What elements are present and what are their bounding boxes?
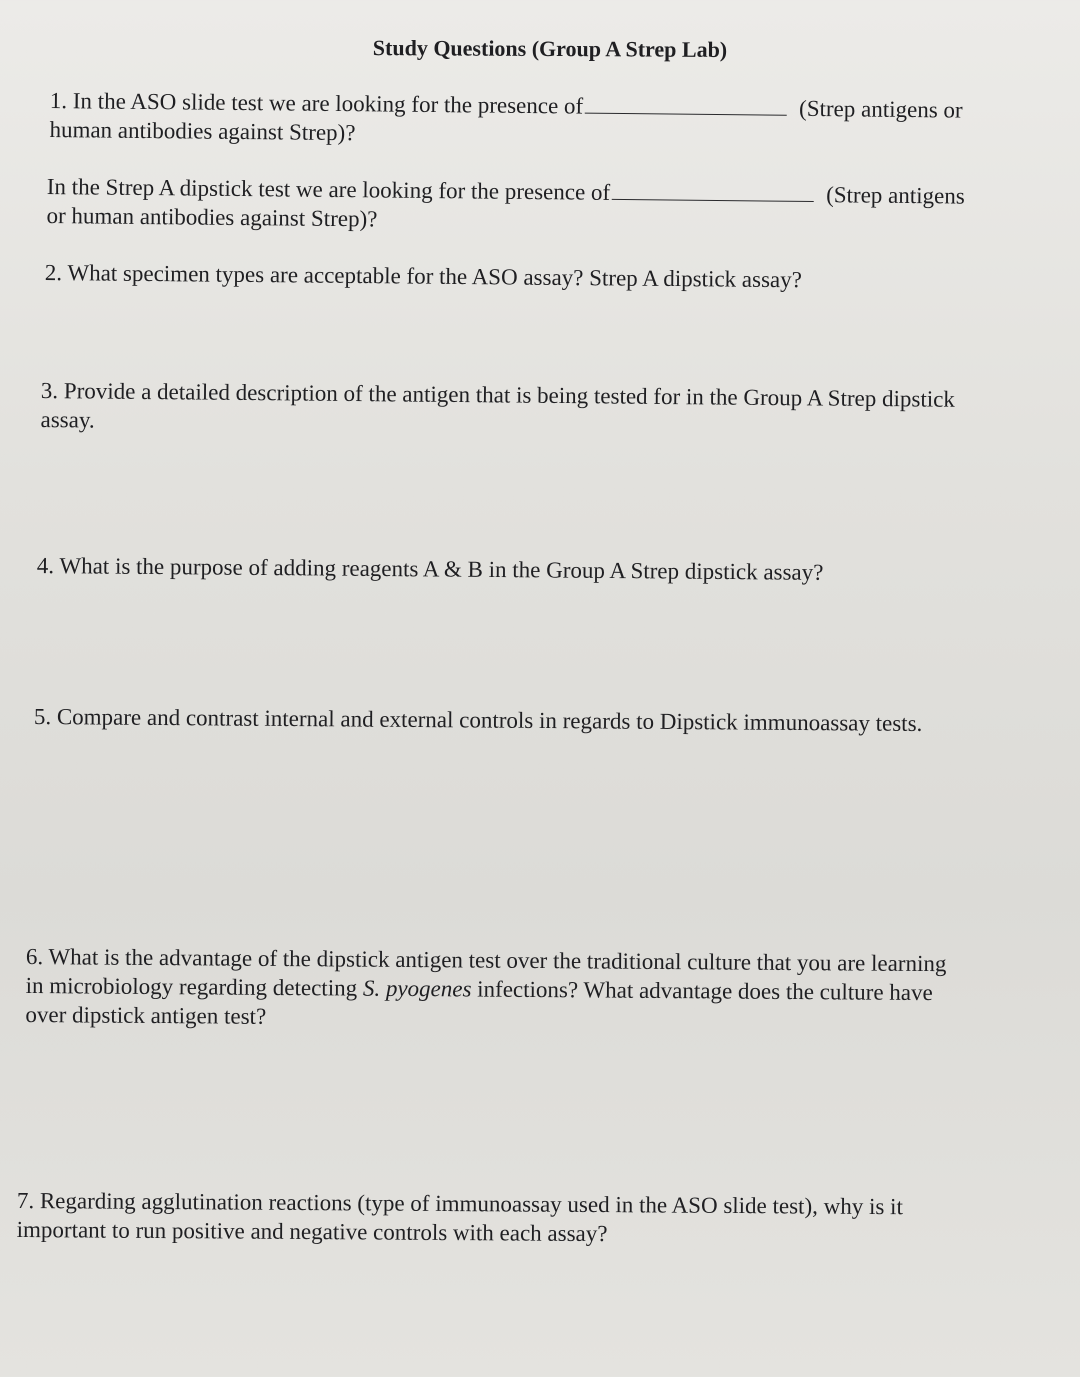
answer-blank-1b[interactable] [612, 199, 814, 202]
page-title: Study Questions (Group A Strep Lab) [372, 35, 728, 62]
question-3-line-1: 3. Provide a detailed description of the antigen that is being tested for in the Group A Strep dipstick [40, 377, 956, 412]
question-1b-text: In the Strep A dipstick test we are looking for the presence of [46, 173, 611, 205]
organism-name: S. pyogenes [362, 975, 472, 1002]
question-7 [17, 1186, 1062, 1251]
question-7-line-2: important to run positive and negative controls with each assay? [16, 1216, 608, 1247]
question-1b-hint: (Strep antigens [826, 182, 965, 209]
question-5 [34, 702, 1054, 739]
question-1a-text: 1. In the ASO slide test we are looking for the presence of [49, 87, 584, 119]
question-2 [45, 258, 1055, 297]
question-1a-continuation: human antibodies against Strep)? [49, 116, 356, 146]
question-6-line-2-pre: in microbiology regarding detecting [25, 972, 358, 1001]
question-1b [46, 172, 1057, 241]
question-1a-hint: (Strep antigens or [799, 95, 963, 123]
question-1b-continuation: or human antibodies against Strep)? [46, 202, 378, 232]
question-2-text: 2. What specimen types are acceptable for the ASO assay? Strep A dipstick assay? [44, 259, 803, 293]
question-6-line-1: 6. What is the advantage of the dipstick antigen test over the traditional culture that you are learning [25, 943, 947, 977]
question-5-text: 5. Compare and contrast internal and external controls in regards to Dipstick immunoassay tests. [33, 703, 923, 736]
question-1a [49, 86, 1060, 155]
question-3-line-2: assay. [40, 406, 95, 433]
question-6-line-3: over dipstick antigen test? [25, 1001, 267, 1029]
question-3 [40, 376, 1061, 444]
question-7-line-1: 7. Regarding agglutination reactions (type of immunoassay used in the ASO slide test), why is it [16, 1188, 903, 1220]
question-6 [25, 942, 1066, 1037]
question-4 [37, 551, 1047, 589]
question-4-text: 4. What is the purpose of adding reagents A & B in the Group A Strep dipstick assay? [36, 552, 824, 585]
answer-blank-1a[interactable] [585, 113, 787, 116]
question-6-line-2-post: infections? What advantage does the culture have [477, 976, 933, 1006]
